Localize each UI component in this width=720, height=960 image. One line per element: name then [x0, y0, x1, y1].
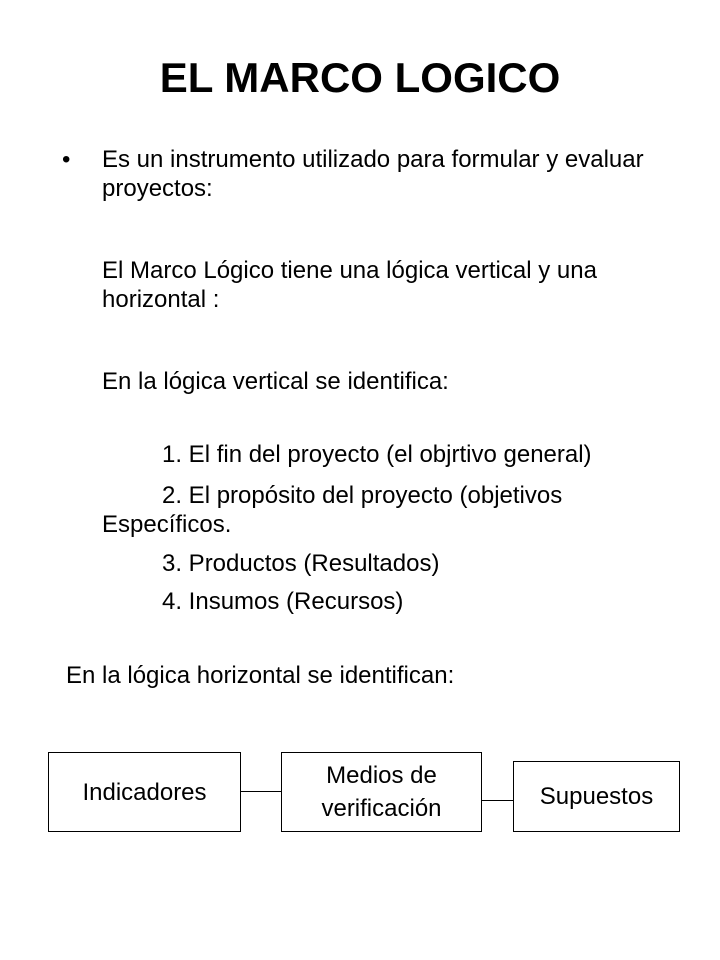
- page-title: EL MARCO LOGICO: [159, 54, 561, 101]
- vertical-item-1: 1. El fin del proyecto (el objrtivo general): [162, 441, 592, 468]
- supuestos-box: [513, 761, 680, 832]
- medios-verificacion-box: [281, 752, 482, 832]
- logics-paragraph: El Marco Lógico tiene una lógica vertical y una horizontal :: [102, 257, 597, 313]
- connector-line-1: [241, 791, 281, 792]
- supuestos-label: Supuestos: [539, 783, 654, 810]
- bullet-marker: •: [62, 146, 71, 173]
- vertical-item-4: 4. Insumos (Recursos): [162, 588, 404, 615]
- vertical-item-2-line-1: 2. El propósito del proyecto (objetivos: [162, 482, 563, 509]
- vertical-item-2-line-2: Específicos.: [102, 511, 232, 538]
- connector-line-2: [482, 800, 513, 801]
- indicadores-label: Indicadores: [82, 778, 207, 806]
- indicadores-box: [48, 752, 241, 832]
- medios-verificacion-label: Medios de verificación: [321, 762, 442, 822]
- vertical-logic-intro: En la lógica vertical se identifica:: [102, 368, 449, 395]
- horizontal-logic-intro: En la lógica horizontal se identifican:: [66, 662, 455, 689]
- intro-paragraph: Es un instrumento utilizado para formular y evaluar proyectos:: [102, 146, 644, 202]
- vertical-item-3: 3. Productos (Resultados): [162, 550, 440, 577]
